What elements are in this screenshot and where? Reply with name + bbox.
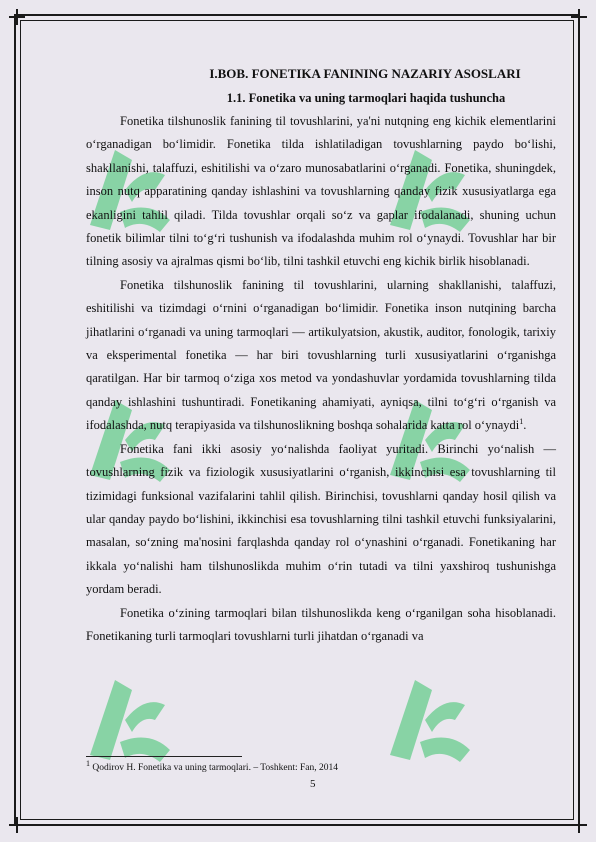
footnote-number: 1 [86, 758, 90, 768]
paragraph [86, 274, 556, 438]
footnote-text: Qodirov H. Fonetika va uning tarmoqlari. – Toshkent: Fan, 2014 [92, 763, 338, 773]
page-number: 5 [310, 778, 316, 790]
corner-ornament [9, 817, 25, 833]
corner-ornament [9, 9, 25, 25]
chapter-title: I.BOB. FONETIKA FANINING NAZARIY ASOSLARI [209, 66, 521, 81]
paragraph [86, 110, 556, 274]
corner-ornament [571, 817, 587, 833]
footnote-separator [86, 756, 242, 757]
document-body [86, 64, 556, 648]
footnote-marker[interactable]: 1 [519, 417, 524, 427]
corner-ornament [571, 9, 587, 25]
paragraph [86, 438, 556, 602]
paragraph-end-punctuation: . [523, 418, 527, 433]
paragraph-text: Fonetika tilshunoslik fanining til tovushlarini, ularning shakllanishi, talaffuzi, eshitilishi va tizimdagi oʻrnini oʻrganadigan boʻlimidir. Fonetika inson nutqining barcha jihatlarini oʻrganadi va uning tarmoqlari — artikulyatsion, akustik, auditor, fonologik, tarixiy va eksperimental fonetika — har biri tovushlarning turli xususiyatlarini oʻrganishga qaratilgan. Har bir tarmoq oʻziga xos metod va yondashuvlar yordamida tovushlarning tilda qanday ishlashini tushuntiradi. Fonetikaning ahamiyati, ayniqsa, tilni toʻgʻri oʻrganish va ifodalashda, nutq terapiyasida va tilshunoslikning boshqa sohalarida katta rol oʻynaydi [86, 277, 556, 433]
paragraph-text: Fonetika fani ikki asosiy yoʻnalishda faoliyat yuritadi. Birinchi yoʻnalish — tovushlarning fizik va fiziologik xususiyatlarini oʻrganish, ikkinchisi esa tovushlarning til tizimidagi funksional vazifalarini tahlil qilish. Birinchisi, tovushlarni qanday hosil qilish va ular qanday paydo boʻlishini, ikkinchisi esa tovushlarning tilni tashkil etuvchi funksiyalarini, masalan, soʻzning ma'nosini farqlashda qanday rol oʻynashini oʻrganadi. Fonetikaning har ikkala yoʻnalishi ham tilshunoslikda muhim oʻrin tutadi va tilni yaxshiroq tushunishga yordam beradi. [86, 441, 556, 597]
paragraph-text: Fonetika oʻzining tarmoqlari bilan tilshunoslikda keng oʻrganilgan soha hisoblanadi. Fonetikaning turli tarmoqlari tovushlarni turli jihatdan oʻrganadi va [86, 605, 556, 643]
footnote [86, 758, 556, 774]
paragraph-text: Fonetika tilshunoslik fanining til tovushlarini, ya'ni nutqning eng kichik elementlarini oʻrganadigan boʻlimidir. Fonetika tilda ishlatiladigan tovushlarning paydo boʻlishi, shakllanishi, talaffuzi, eshitilishi va oʻzaro munosabatlarini oʻrganadi. Fonetika, shuningdek, inson nutq apparatining qanday ishlashini va tovushlarning qanday fizik xususiyatlarga ega ekanligini tahlil qiladi. Tilda tovushlar orqali soʻz va gaplar ifodalanadi, shuning uchun fonetik bilimlar tilni toʻgʻri tushunish va ifodalashda muhim rol oʻynaydi. Tovushlar har bir tilning asosiy va ajralmas qismi boʻlib, tilni tashkil etuvchi eng kichik birlik hisoblanadi. [86, 114, 556, 269]
paragraph [86, 602, 556, 649]
section-title: 1.1. Fonetika va uning tarmoqlari haqida tushuncha [226, 91, 506, 105]
